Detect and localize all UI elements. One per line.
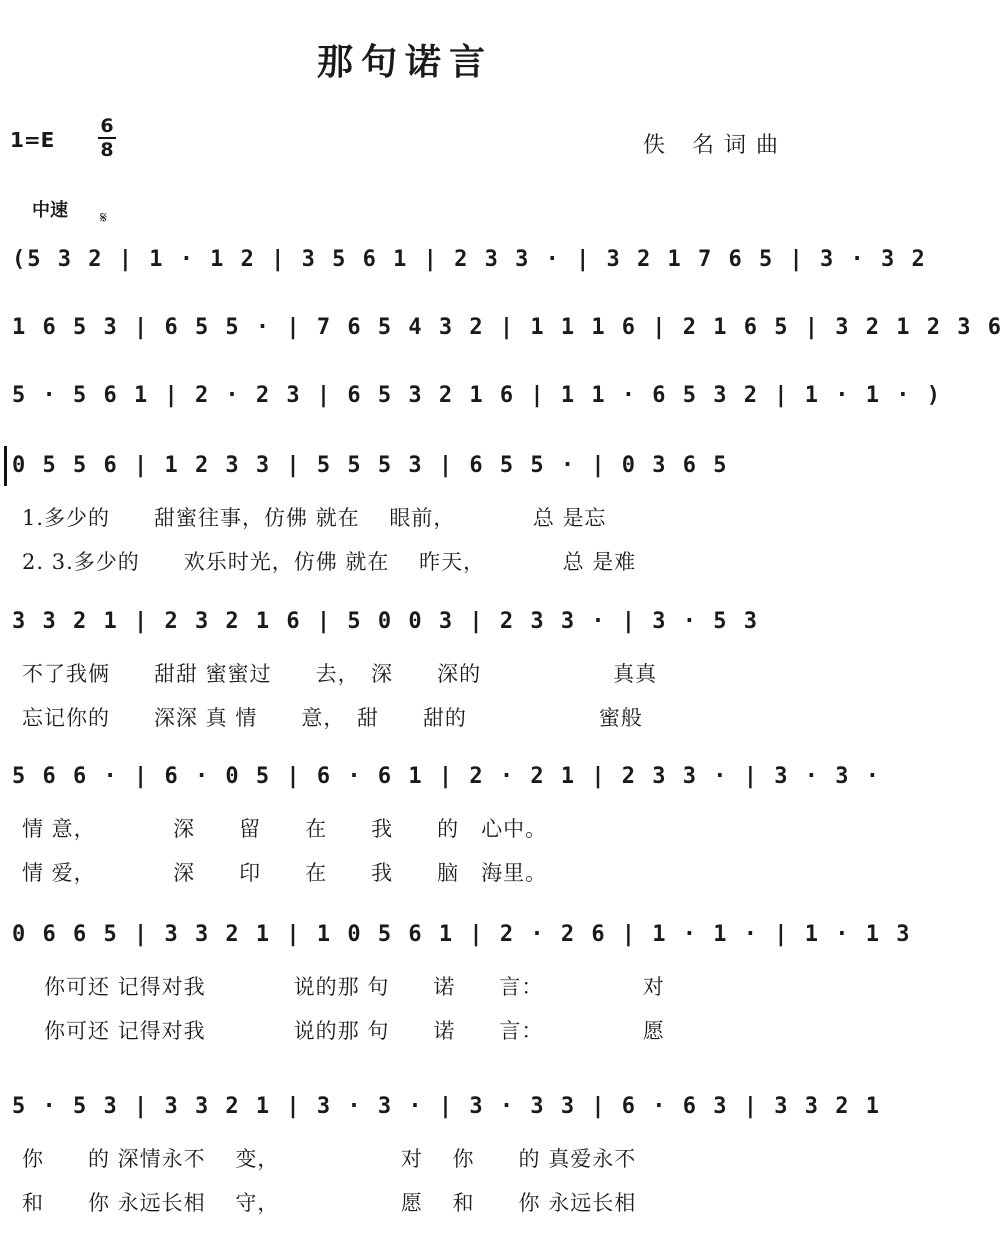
- notation-text: 0 5 5 6 | 1 2 3 3 | 5 5 5 3 | 6 5 5 · | 0 3 6 5: [12, 453, 729, 478]
- notation-text: 1 6 5 3 | 6 5 5 · | 7 6 5 4 3 2 | 1 1 1 6 | 2 1 6 5 | 3 2 1 2 3 6: [12, 315, 1003, 340]
- notation-row: [12, 240, 927, 280]
- notation-text: 0 6 6 5 | 3 3 2 1 | 1 0 5 6 1 | 2 · 2 6 | 1 · 1 · | 1 · 1 3: [12, 922, 912, 947]
- notation-row: [12, 446, 792, 486]
- notation-text: (5 3 2 | 1 · 1 2 | 3 5 6 1 | 2 3 3 · | 3 2 1 7 6 5 | 3 · 3 2: [12, 247, 927, 272]
- lyric-line: 情 意， 深 留 在 我 的 心中。: [22, 817, 548, 841]
- notation-text: 5 6 6 · | 6 · 0 5 | 6 · 6 1 | 2 · 2 1 | 2 3 3 · | 3 · 3 ·: [12, 764, 881, 789]
- song-title: 那句诺言: [316, 42, 493, 83]
- lyric-line: 你可还 记得对我 说的那 句 诺 言： 对: [22, 975, 665, 999]
- lyric-line: 1.多少的 甜蜜往事，仿佛 就在 眼前， 总 是忘: [22, 506, 607, 530]
- time-signature-top: 6: [100, 115, 114, 137]
- notation-row: [12, 376, 942, 416]
- time-signature-bottom: 8: [100, 139, 114, 161]
- tempo-marking: 中速: [32, 200, 68, 221]
- segno-icon: 𝄋: [100, 208, 107, 227]
- notation-row: [12, 602, 792, 642]
- lyric-line: 你可还 记得对我 说的那 句 诺 言： 愿: [22, 1019, 665, 1043]
- time-signature: [96, 115, 118, 161]
- notation-row: [12, 915, 912, 955]
- repeat-start-sign: [4, 446, 17, 486]
- lyric-line: 情 爱， 深 印 在 我 脑 海里。: [22, 861, 548, 885]
- composer-credit: 佚 名词曲: [643, 133, 788, 158]
- notation-text: 3 3 2 1 | 2 3 2 1 6 | 5 0 0 3 | 2 3 3 · | 3 · 5 3: [12, 609, 760, 634]
- lyric-line: 你 的 深情永不 变， 对 你 的 真爱永不: [22, 1147, 637, 1171]
- lyric-line: 不了我俩 甜甜 蜜蜜过 去， 深 深的 真真: [22, 662, 658, 686]
- notation-row: [12, 1087, 881, 1127]
- lyric-line: 忘记你的 深深 真 情 意， 甜 甜的 蜜般: [22, 706, 643, 730]
- notation-text: 5 · 5 6 1 | 2 · 2 3 | 6 5 3 2 1 6 | 1 1 · 6 5 3 2 | 1 · 1 · ): [12, 383, 942, 408]
- notation-text: 5 · 5 3 | 3 3 2 1 | 3 · 3 · | 3 · 3 3 | 6 · 6 3 | 3 3 2 1: [12, 1094, 881, 1119]
- lyric-line: 和 你 永远长相 守， 愿 和 你 永远长相: [22, 1191, 637, 1215]
- notation-row: [12, 757, 881, 797]
- lyric-line: 2. 3.多少的 欢乐时光，仿佛 就在 昨天， 总 是难: [22, 550, 637, 574]
- notation-row: [12, 308, 1003, 348]
- key-signature: 1=E: [10, 128, 55, 152]
